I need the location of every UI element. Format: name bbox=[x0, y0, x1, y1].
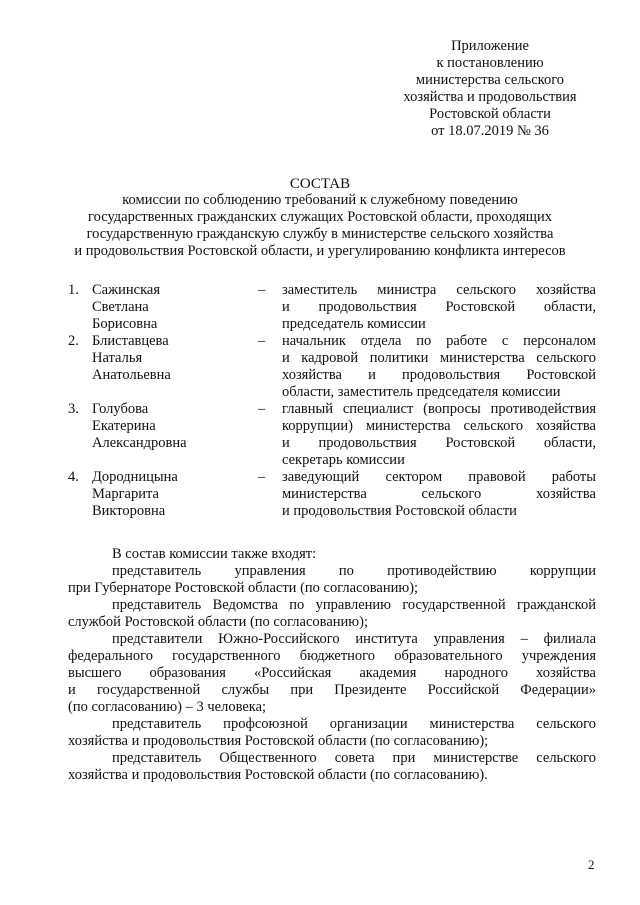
member-number: 2. bbox=[68, 333, 79, 349]
subtitle-line: и продовольствия Ростовской области, и урегулированию конфликта интересов bbox=[74, 243, 566, 259]
appendix-line: к постановлению bbox=[436, 55, 544, 71]
member-surname: Голубова bbox=[92, 401, 149, 417]
role-line: заведующий сектором правовой работы bbox=[282, 469, 596, 485]
member-number: 3. bbox=[68, 401, 79, 417]
paragraph-line: и государственной службы при Президенте Российской Федерации» bbox=[68, 682, 596, 698]
member-dash: – bbox=[258, 333, 266, 349]
page-number: 2 bbox=[588, 857, 595, 872]
paragraph-line: при Губернаторе Ростовской области (по согласованию); bbox=[68, 580, 419, 596]
document-title: СОСТАВ bbox=[289, 176, 351, 192]
member-name bbox=[92, 282, 252, 333]
member-number: 4. bbox=[68, 469, 79, 485]
member-surname: Блиставцева bbox=[92, 333, 169, 349]
member-patronymic: Александровна bbox=[92, 435, 187, 451]
paragraph-line: представитель Общественного совета при министерстве сельского bbox=[112, 750, 596, 766]
member-surname: Дородницына bbox=[92, 469, 178, 485]
member-dash: – bbox=[258, 469, 266, 485]
role-line: коррупции) министерства сельского хозяйства bbox=[282, 418, 596, 434]
paragraph-line: высшего образования «Российская академия народного хозяйства bbox=[68, 665, 596, 681]
member-role bbox=[282, 401, 596, 469]
additional-member-paragraph bbox=[68, 750, 596, 784]
member-number: 1. bbox=[68, 282, 79, 298]
appendix-header bbox=[380, 38, 600, 140]
additional-member-paragraph bbox=[68, 716, 596, 750]
role-line: и продовольствия Ростовской области, bbox=[282, 299, 596, 315]
member-name bbox=[92, 401, 252, 469]
role-line: начальник отдела по работе с персоналом bbox=[282, 333, 596, 349]
member-first-name: Светлана bbox=[92, 299, 149, 315]
member-item bbox=[68, 282, 596, 333]
role-line: и кадровой политики министерства сельского bbox=[282, 350, 596, 366]
paragraph-line: хозяйства и продовольствия Ростовской области (по согласованию). bbox=[68, 767, 488, 783]
appendix-line: Приложение bbox=[451, 38, 529, 54]
role-line: главный специалист (вопросы противодействия bbox=[282, 401, 596, 417]
paragraph-line: представитель управления по противодействию коррупции bbox=[112, 563, 596, 579]
role-line: хозяйства и продовольствия Ростовской bbox=[282, 367, 596, 383]
member-surname: Сажинская bbox=[92, 282, 161, 298]
paragraph-line: представитель Ведомства по управлению государственной гражданской bbox=[112, 597, 596, 613]
member-name bbox=[92, 469, 252, 520]
subtitle-line: государственную гражданскую службу в министерстве сельского хозяйства bbox=[86, 226, 554, 242]
appendix-line: Ростовской области bbox=[429, 106, 551, 122]
member-item bbox=[68, 401, 596, 469]
member-first-name: Маргарита bbox=[92, 486, 159, 502]
member-item bbox=[68, 333, 596, 401]
member-patronymic: Викторовна bbox=[92, 503, 166, 519]
paragraph-line: федерального государственного бюджетного образовательного учреждения bbox=[68, 648, 596, 664]
document-subtitle bbox=[60, 192, 580, 260]
role-line: и продовольствия Ростовской области, bbox=[282, 435, 596, 451]
role-line: области, заместитель председателя комиссии bbox=[282, 384, 561, 400]
role-line: председатель комиссии bbox=[282, 316, 426, 332]
paragraph-line: хозяйства и продовольствия Ростовской области (по согласованию); bbox=[68, 733, 489, 749]
paragraph-line: представитель профсоюзной организации министерства сельского bbox=[112, 716, 596, 732]
member-role bbox=[282, 282, 596, 333]
member-name bbox=[92, 333, 252, 401]
role-line: и продовольствия Ростовской области bbox=[282, 503, 517, 519]
subtitle-line: комиссии по соблюдению требований к служебному поведению bbox=[122, 192, 518, 208]
additional-member-paragraph bbox=[68, 631, 596, 716]
additional-member-paragraph bbox=[68, 597, 596, 631]
member-first-name: Наталья bbox=[92, 350, 143, 366]
appendix-line: от 18.07.2019 № 36 bbox=[431, 123, 549, 139]
subtitle-line: государственных гражданских служащих Ростовской области, проходящих bbox=[88, 209, 552, 225]
additional-members-intro: В состав комиссии также входят: bbox=[112, 546, 317, 562]
role-line: заместитель министра сельского хозяйства bbox=[282, 282, 596, 298]
additional-members-section bbox=[68, 546, 596, 784]
paragraph-line: (по согласованию) – 3 человека; bbox=[68, 699, 267, 715]
role-line: секретарь комиссии bbox=[282, 452, 405, 468]
member-item bbox=[68, 469, 596, 520]
member-first-name: Екатерина bbox=[92, 418, 156, 434]
role-line: министерства сельского хозяйства bbox=[282, 486, 596, 502]
member-role bbox=[282, 469, 596, 520]
member-patronymic: Борисовна bbox=[92, 316, 158, 332]
member-patronymic: Анатольевна bbox=[92, 367, 171, 383]
member-dash: – bbox=[258, 401, 266, 417]
member-dash: – bbox=[258, 282, 266, 298]
paragraph-line: службой Ростовской области (по согласованию); bbox=[68, 614, 368, 630]
member-role bbox=[282, 333, 596, 401]
appendix-line: хозяйства и продовольствия bbox=[403, 89, 577, 105]
member-list bbox=[68, 282, 596, 520]
paragraph-line: представители Южно-Российского института управления – филиала bbox=[112, 631, 596, 647]
appendix-line: министерства сельского bbox=[415, 72, 565, 88]
additional-member-paragraph bbox=[68, 563, 596, 597]
